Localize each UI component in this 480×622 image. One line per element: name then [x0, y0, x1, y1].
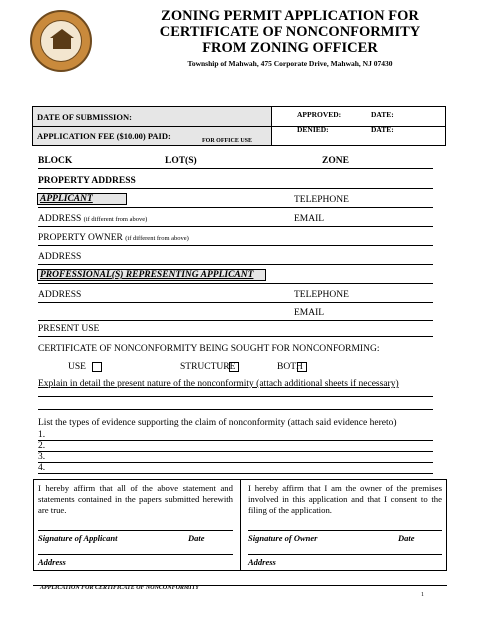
signature-owner-label: Signature of Owner [248, 533, 318, 543]
evidence-1-label: 1. [38, 430, 46, 440]
owner-date-label: Date [398, 533, 415, 543]
zone-label: ZONE [322, 156, 349, 166]
email2-line[interactable] [38, 320, 433, 321]
property-owner-label: PROPERTY OWNER (if different from above) [38, 233, 189, 243]
address-diff-line[interactable] [38, 226, 433, 227]
address2-line[interactable] [38, 302, 433, 303]
applicant-line[interactable] [38, 207, 433, 208]
page-number: 1 [421, 592, 424, 598]
both-checkbox[interactable] [297, 362, 307, 372]
denied-date-label: DATE: [371, 125, 394, 134]
form-title-line1: ZONING PERMIT APPLICATION FOR [161, 8, 419, 24]
explain-line-2[interactable] [38, 409, 433, 410]
approved-label: APPROVED: [297, 110, 342, 119]
structure-label: STRUCTURE [180, 362, 236, 372]
explain-line-1[interactable] [38, 396, 433, 397]
signature-applicant-label: Signature of Applicant [38, 533, 118, 543]
evidence-line-4[interactable] [38, 473, 433, 474]
address2-label: ADDRESS [38, 290, 82, 300]
present-use-line[interactable] [38, 336, 433, 337]
professionals-label: PROFESSIONAL(S) REPRESENTING APPLICANT [37, 269, 266, 281]
owner-address-label: Address [248, 557, 276, 567]
approved-date-label: DATE: [371, 110, 394, 119]
evidence-2-label: 2. [38, 441, 46, 451]
township-address: Township of Mahwah, 475 Corporate Drive, Mahwah, NJ 07430 [187, 59, 393, 68]
township-seal [30, 10, 92, 72]
denied-label: DENIED: [297, 125, 329, 134]
present-use-label: PRESENT USE [38, 324, 100, 334]
owner-address-line[interactable] [248, 554, 442, 555]
use-checkbox[interactable] [92, 362, 102, 372]
address-label: ADDRESS [38, 252, 82, 262]
date-of-submission-label: DATE OF SUBMISSION: [37, 112, 132, 122]
for-office-use-label: FOR OFFICE USE [202, 138, 253, 144]
owner-affirmation-text: I hereby affirm that I am the owner of the premises involved in this application and that I consent to the filing of the application. [248, 483, 442, 515]
evidence-label: List the types of evidence supporting the claim of nonconformity (attach said evidence hereto) [38, 418, 397, 428]
explain-label: Explain in detail the present nature of the nonconformity (attach additional sheets if necessary) [38, 379, 399, 389]
applicant-address-line[interactable] [38, 554, 233, 555]
email-label: EMAIL [294, 214, 325, 224]
applicant-affirmation-text: I hereby affirm that all of the above statement and statements contained in the papers submitted herewith are true. [38, 483, 233, 515]
block-lot-zone-line[interactable] [38, 168, 433, 169]
owner-signature-line[interactable] [248, 530, 442, 531]
form-title-line3: FROM ZONING OFFICER [202, 40, 378, 56]
evidence-line-2[interactable] [38, 451, 433, 452]
seal-house-emblem [40, 20, 82, 62]
footer-text: APPLICATION FOR CERTIFICATE OF NONCONFORMITY [40, 585, 199, 591]
applicant-signature-line[interactable] [38, 530, 233, 531]
affirmation-box [33, 479, 447, 571]
applicant-label: APPLICANT [37, 193, 127, 205]
use-label: USE [68, 362, 86, 372]
form-title-line2: CERTIFICATE OF NONCONFORMITY [159, 24, 421, 40]
lots-label: LOT(S) [165, 156, 197, 166]
evidence-4-label: 4. [38, 463, 46, 473]
cert-sought-label: CERTIFICATE OF NONCONFORMITY BEING SOUGHT FOR NONCONFORMING: [38, 344, 380, 354]
evidence-line-3[interactable] [38, 462, 433, 463]
telephone-label: TELEPHONE [294, 195, 349, 205]
address-diff-label: ADDRESS (if different from above) [38, 214, 148, 224]
property-address-line[interactable] [38, 188, 433, 189]
property-address-label: PROPERTY ADDRESS [38, 176, 136, 186]
application-fee-label: APPLICATION FEE ($10.00) PAID: [37, 131, 171, 141]
telephone2-label: TELEPHONE [294, 290, 349, 300]
block-label: BLOCK [38, 156, 73, 166]
property-owner-line[interactable] [38, 245, 433, 246]
applicant-address-label: Address [38, 557, 66, 567]
applicant-date-label: Date [188, 533, 205, 543]
professionals-line[interactable] [38, 283, 433, 284]
evidence-line-1[interactable] [38, 440, 433, 441]
address-line[interactable] [38, 264, 433, 265]
both-label: BOTH [277, 362, 303, 372]
email2-label: EMAIL [294, 308, 325, 318]
structure-checkbox[interactable] [229, 362, 239, 372]
evidence-3-label: 3. [38, 452, 46, 462]
